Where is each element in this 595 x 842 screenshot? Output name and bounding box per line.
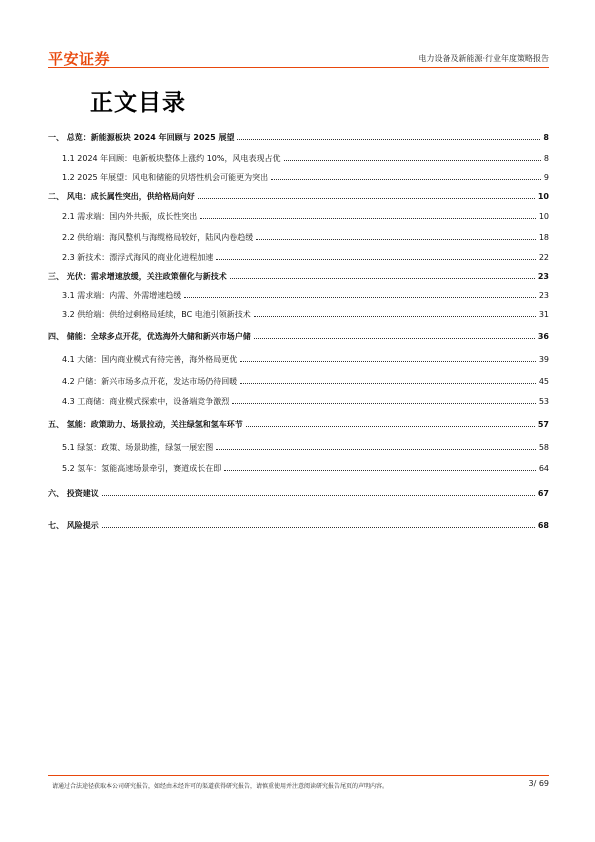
toc-chapter-entry[interactable]: [48, 191, 549, 203]
toc-entry-title: 3.2 供给端：供给过剩格局延续，BC 电池引领新技术: [62, 310, 251, 319]
toc-entry-title: 2.1 需求端：国内外共振，成长性突出: [62, 212, 198, 221]
toc-section-entry[interactable]: [62, 252, 549, 264]
toc-dot-leader: [254, 309, 536, 317]
toc-entry-title: 3.1 需求端：内需、外需增速趋缓: [62, 291, 182, 300]
page-title: 正文目录: [90, 90, 186, 116]
toc-entry-page-number: 22: [538, 253, 549, 262]
toc-dot-leader: [216, 252, 536, 260]
toc-entry-title: 1.2 2025 年展望：风电和储能的贝塔性机会可能更为突出: [62, 173, 269, 182]
toc-chapter-entry[interactable]: [48, 488, 549, 500]
toc-entry-page-number: 57: [537, 420, 549, 429]
toc-entry-page-number: 8: [543, 133, 549, 142]
toc-section-entry[interactable]: [62, 442, 549, 454]
toc-entry-page-number: 45: [538, 377, 549, 386]
toc-entry-title: 七、 风险提示: [48, 521, 99, 530]
company-logo: 平安证券: [48, 50, 111, 68]
toc-entry-page-number: 23: [537, 272, 549, 281]
toc-entry-title: 4.1 大储：国内商业模式有待完善，海外格局更优: [62, 355, 238, 364]
toc-dot-leader: [198, 191, 535, 199]
toc-chapter-entry[interactable]: [48, 419, 549, 431]
toc-entry-page-number: 58: [538, 443, 549, 452]
toc-dot-leader: [224, 463, 536, 471]
toc-dot-leader: [216, 442, 536, 450]
toc-entry-title: 2.2 供给端：海风整机与海缆格局较好，陆风内卷趋缓: [62, 233, 254, 242]
toc-chapter-entry[interactable]: [48, 520, 549, 532]
toc-dot-leader: [200, 211, 536, 219]
toc-entry-title: 5.1 绿氢：政策、场景助推，绿氢一展宏图: [62, 443, 214, 452]
toc-dot-leader: [237, 132, 540, 140]
toc-chapter-entry[interactable]: [48, 331, 549, 343]
page-header: [48, 44, 549, 68]
toc-entry-title: 4.3 工商储：商业模式探索中，设备端竞争激烈: [62, 397, 230, 406]
toc-section-entry[interactable]: [62, 153, 549, 165]
toc-entry-page-number: 53: [538, 397, 549, 406]
toc-section-entry[interactable]: [62, 290, 549, 302]
toc-section-entry[interactable]: [62, 211, 549, 223]
toc-entry-page-number: 67: [537, 489, 549, 498]
header-divider: [48, 67, 549, 68]
toc-entry-title: 4.2 户储：新兴市场多点开花，发达市场仍待回暖: [62, 377, 238, 386]
toc-section-entry[interactable]: [62, 376, 549, 388]
toc-entry-title: 5.2 氢车：氢能高速场景牵引，赛道成长在即: [62, 464, 222, 473]
toc-dot-leader: [102, 520, 535, 528]
toc-entry-page-number: 36: [537, 332, 549, 341]
toc-entry-title: 一、 总览：新能源板块 2024 年回顾与 2025 展望: [48, 133, 235, 142]
toc-dot-leader: [256, 232, 536, 240]
toc-dot-leader: [230, 271, 535, 279]
toc-section-entry[interactable]: [62, 232, 549, 244]
toc-entry-title: 二、 风电：成长属性突出，供给格局向好: [48, 192, 195, 201]
toc-entry-page-number: 18: [538, 233, 549, 242]
toc-chapter-entry[interactable]: [48, 132, 549, 144]
footer-disclaimer: 请通过合法途径获取本公司研究报告，如经由未经许可的渠道获得研究报告，请慎重使用并注意阅读研究报告尾页的声明内容。: [52, 783, 389, 790]
toc-section-entry[interactable]: [62, 396, 549, 408]
toc-entry-title: 1.1 2024 年回顾：电新板块整体上涨约 10%，风电表现占优: [62, 154, 281, 163]
toc-dot-leader: [240, 354, 536, 362]
toc-entry-page-number: 23: [538, 291, 549, 300]
toc-dot-leader: [246, 419, 535, 427]
toc-entry-title: 四、 储能：全球多点开花，优选海外大储和新兴市场户储: [48, 332, 251, 341]
toc-chapter-entry[interactable]: [48, 271, 549, 283]
toc-entry-page-number: 68: [537, 521, 549, 530]
report-type-label: 电力设备及新能源·行业年度策略报告: [418, 54, 549, 63]
toc-entry-title: 五、 氢能：政策助力、场景拉动，关注绿氢和氢车环节: [48, 420, 243, 429]
toc-entry-page-number: 10: [537, 192, 549, 201]
toc-dot-leader: [102, 488, 535, 496]
toc-section-entry[interactable]: [62, 354, 549, 366]
toc-dot-leader: [254, 331, 535, 339]
toc-entry-title: 三、 光伏：需求增速放缓，关注政策催化与新技术: [48, 272, 227, 281]
toc-section-entry[interactable]: [62, 309, 549, 321]
toc-entry-title: 2.3 新技术：漂浮式海风的商业化进程加速: [62, 253, 214, 262]
toc-entry-page-number: 64: [538, 464, 549, 473]
toc-entry-page-number: 31: [538, 310, 549, 319]
toc-entry-page-number: 8: [543, 154, 549, 163]
toc-dot-leader: [284, 153, 541, 161]
toc-entry-page-number: 9: [543, 173, 549, 182]
toc-dot-leader: [240, 376, 536, 384]
toc-dot-leader: [232, 396, 536, 404]
toc-entry-title: 六、 投资建议: [48, 489, 99, 498]
toc-section-entry[interactable]: [62, 463, 549, 475]
page-number: 3/ 69: [528, 779, 549, 788]
toc-entry-page-number: 10: [538, 212, 549, 221]
toc-section-entry[interactable]: [62, 172, 549, 184]
toc-dot-leader: [271, 172, 541, 180]
toc-dot-leader: [184, 290, 536, 298]
toc-entry-page-number: 39: [538, 355, 549, 364]
footer-divider: [48, 775, 549, 776]
